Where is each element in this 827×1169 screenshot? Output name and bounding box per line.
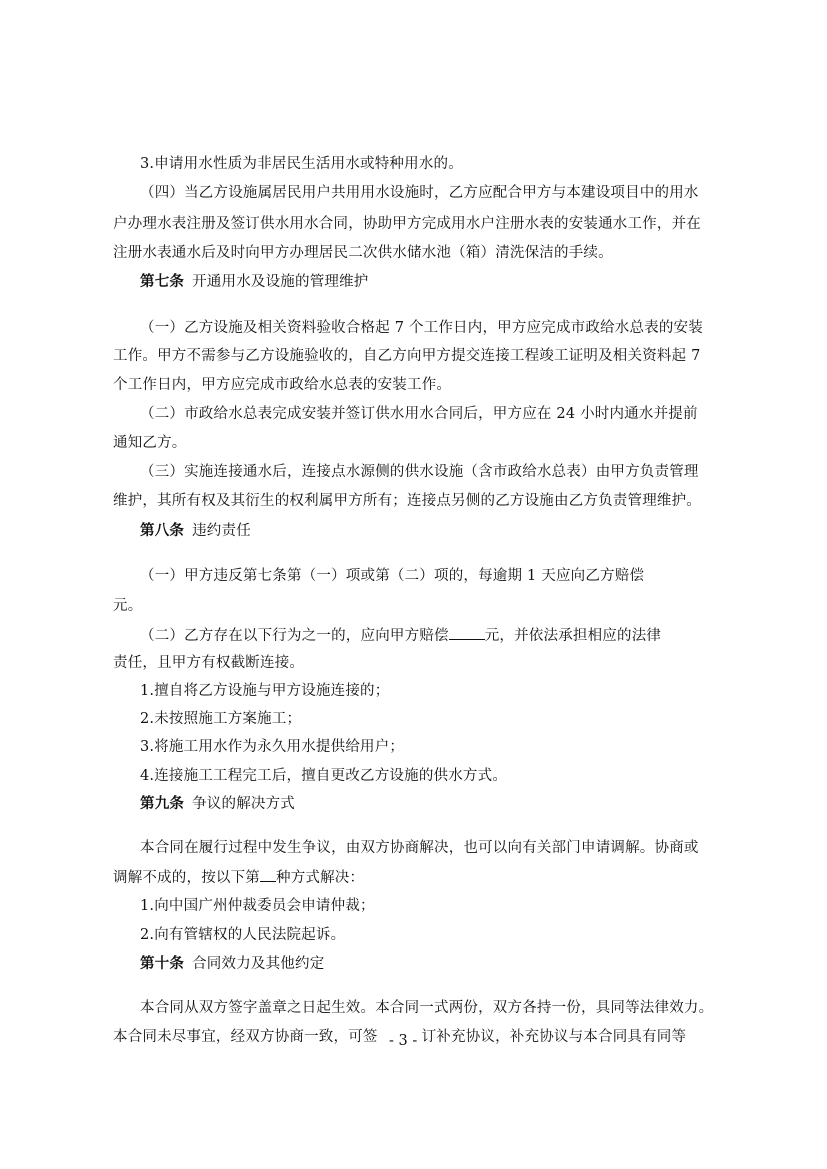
article-8-heading (140, 521, 251, 541)
article-7-heading (140, 272, 369, 292)
text-segment: （二）乙方存在以下行为之一的，应向甲方赔偿 (140, 628, 449, 644)
paragraph-line: 户办理水表注册及签订供水用水合同，协助甲方完成用水户注册水表的安装通水工作，并在 (113, 216, 701, 232)
paragraph-line: 3.申请用水性质为非居民生活用水或特种用水的。 (140, 156, 463, 172)
paragraph-line: （二）市政给水总表完成安装并签订供水用水合同后，甲方应在 24 小时内通水并提前 (140, 406, 698, 422)
list-item: 3.将施工用水作为永久用水提供给用户； (140, 739, 405, 755)
article-title: 违约责任 (192, 523, 251, 539)
article-number: 第八条 (140, 523, 185, 539)
paragraph-line-with-blank (140, 625, 661, 646)
paragraph-line: （四）当乙方设施属居民用户共用用水设施时，乙方应配合甲方与本建设项目中的用水 (140, 185, 699, 201)
paragraph-line: 工作。甲方不需参与乙方设施验收的，自乙方向甲方提交连接工程竣工证明及相关资料起 7 (113, 348, 701, 364)
paragraph-line: 本合同从双方签字盖章之日起生效。本合同一式两份，双方各持一份，具同等法律效力。 (140, 1000, 714, 1016)
article-10-heading (140, 954, 324, 974)
list-item: 1.擅自将乙方设施与甲方设施连接的； (140, 683, 390, 699)
text-segment: 调解不成的，按以下第 (113, 870, 260, 886)
page-number: - 3 - (389, 1033, 418, 1049)
paragraph-line: （一）乙方设施及相关资料验收合格起 7 个工作日内，甲方应完成市政给水总表的安装 (140, 320, 703, 336)
paragraph-line: 通知乙方。 (113, 435, 187, 451)
paragraph-line: 元。 (113, 598, 143, 614)
text-segment: 本合同未尽事宜，经双方协商一致，可签 (113, 1029, 378, 1045)
list-item: 2.未按照施工方案施工； (140, 711, 302, 727)
paragraph-line: 责任，且甲方有权截断连接。 (113, 655, 305, 671)
text-segment: 元，并依法承担相应的法律 (484, 628, 662, 644)
paragraph-line: 注册水表通水后及时向甲方办理居民二次供水储水池（箱）清洗保洁的手续。 (113, 245, 613, 261)
article-title: 合同效力及其他约定 (192, 956, 325, 972)
list-item: 4.连接施工工程完工后，擅自更改乙方设施的供水方式。 (140, 768, 508, 784)
article-9-heading (140, 794, 295, 814)
paragraph-line: （三）实施连接通水后，连接点水源侧的供水设施（含市政给水总表）由甲方负责管理 (140, 464, 699, 480)
list-item: 2.向有管辖权的人民法院起诉。 (140, 927, 346, 943)
paragraph-line-with-blank (113, 867, 364, 888)
article-title: 争议的解决方式 (192, 796, 296, 812)
article-title: 开通用水及设施的管理维护 (192, 274, 369, 290)
paragraph-line: 个工作日内，甲方应完成市政给水总表的安装工作。 (113, 377, 452, 393)
article-number: 第十条 (140, 956, 185, 972)
dispute-option-blank (260, 867, 276, 882)
paragraph-line: 本合同在履行过程中发生争议，由双方协商解决，也可以向有关部门申请调解。协商或 (140, 840, 699, 856)
paragraph-line: （一）甲方违反第七条第（一）项或第（二）项的，每逾期 1 天应向乙方赔偿 (140, 568, 645, 584)
list-item: 1.向中国广州仲裁委员会申请仲裁； (140, 898, 375, 914)
text-segment: 种方式解决： (276, 870, 365, 886)
compensation-amount-blank (449, 625, 485, 640)
article-number: 第七条 (140, 274, 185, 290)
text-segment: 订补充协议，补充协议与本合同具有同等 (421, 1029, 687, 1045)
paragraph-line: 维护，其所有权及其衍生的权利属甲方所有；连接点另侧的乙方设施由乙方负责管理维护。 (113, 493, 701, 509)
article-number: 第九条 (140, 796, 185, 812)
